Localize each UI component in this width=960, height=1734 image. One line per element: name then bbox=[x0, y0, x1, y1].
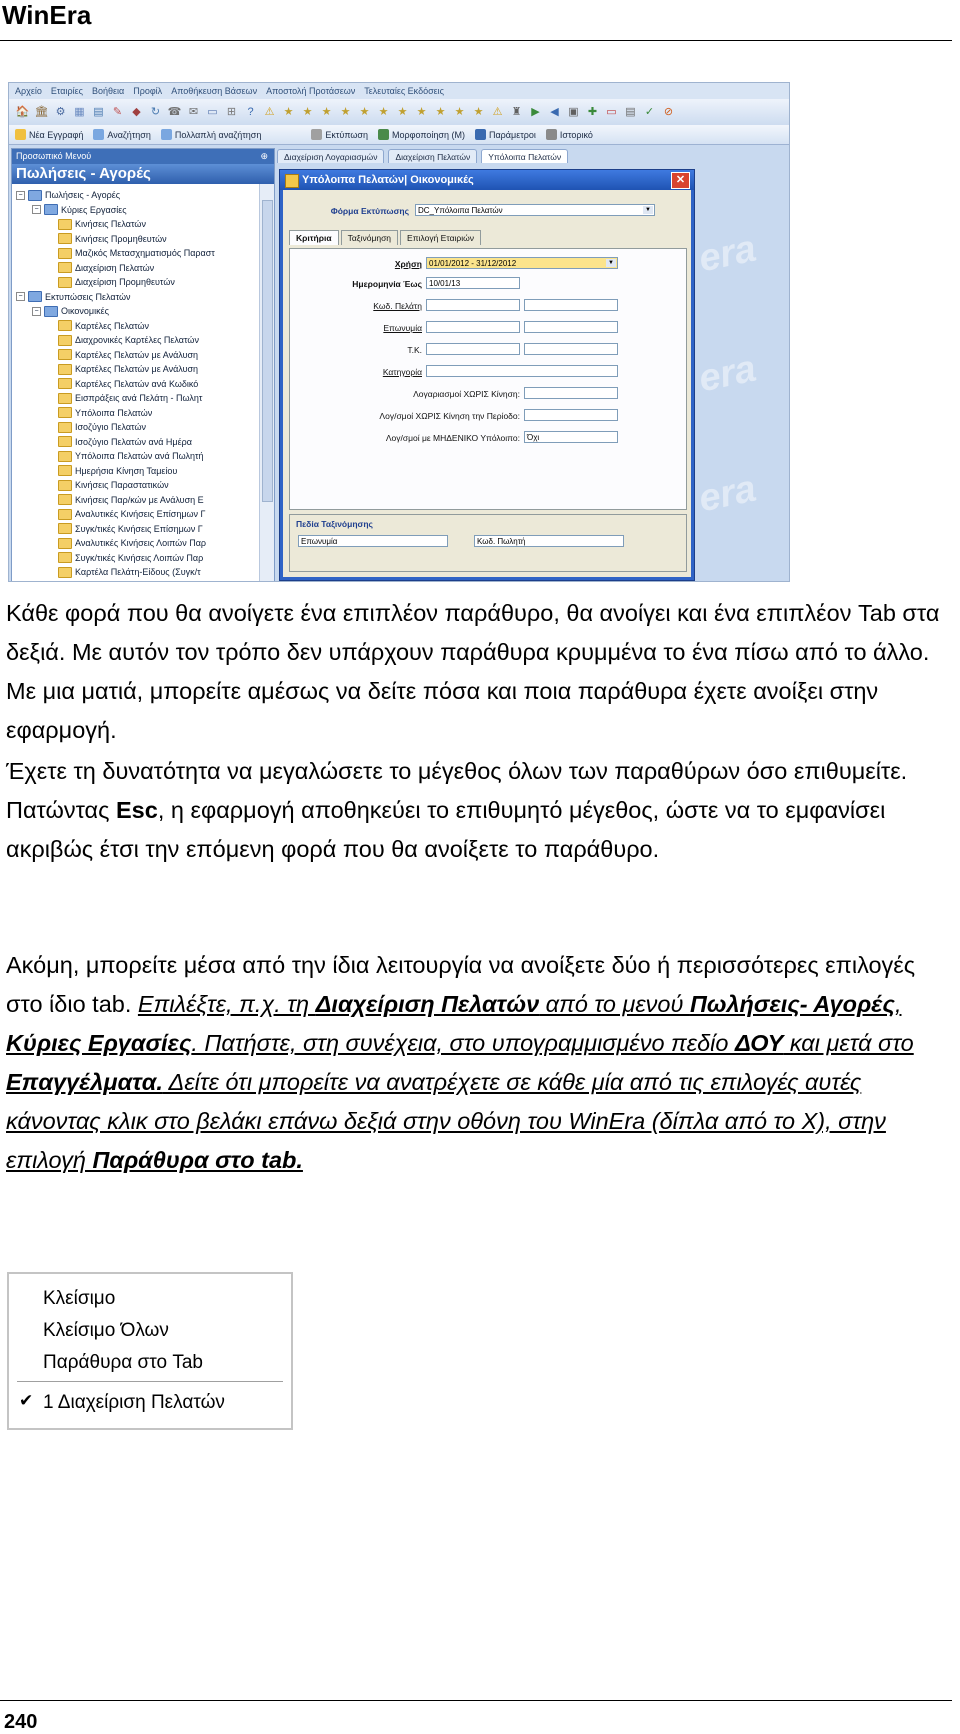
p3-italic: και μετά στο bbox=[783, 1030, 914, 1056]
tree-item-label: Εισπράξεις ανά Πελάτη - Πωλητ bbox=[75, 393, 203, 403]
folder-icon bbox=[28, 190, 42, 201]
tree-item[interactable] bbox=[12, 188, 274, 203]
p3-italic: Επιλέξτε, π.χ. τη bbox=[137, 991, 316, 1017]
app-menubar bbox=[9, 83, 789, 99]
toolbar-icon[interactable]: ★ bbox=[454, 105, 465, 118]
toolbar-icon[interactable]: ✓ bbox=[644, 105, 655, 118]
new-record-label: Νέα Εγγραφή bbox=[29, 129, 84, 140]
tree-item[interactable] bbox=[12, 319, 274, 334]
print-label: Εκτύπωση bbox=[325, 129, 368, 140]
folder-icon bbox=[44, 306, 58, 317]
toolbar-icon[interactable]: ⊘ bbox=[663, 105, 674, 118]
page-number: 240 bbox=[4, 1711, 38, 1733]
toolbar-icon[interactable]: ↻ bbox=[150, 105, 161, 118]
folder-icon bbox=[58, 436, 72, 447]
toolbar-icon[interactable]: ◀ bbox=[550, 105, 559, 118]
folder-icon bbox=[58, 262, 72, 273]
category-label: Κατηγορία bbox=[382, 367, 422, 377]
tree-item-label: Κινήσεις Παραστατικών bbox=[75, 480, 169, 490]
toolbar-icon[interactable]: ★ bbox=[302, 105, 313, 118]
folder-icon bbox=[44, 204, 58, 215]
dialog-tab[interactable]: Επιλογή Εταιριών bbox=[400, 230, 481, 245]
multi-search-icon bbox=[161, 129, 172, 140]
tree-item-label: Οικονομικές bbox=[61, 306, 109, 316]
personal-menu-sidebar bbox=[11, 148, 275, 582]
sort-field-2[interactable]: Κωδ. Πωλητή bbox=[474, 535, 624, 547]
print-button[interactable] bbox=[311, 129, 368, 140]
params-icon bbox=[475, 129, 486, 140]
format-icon bbox=[378, 129, 389, 140]
tree-item-label: Κύριες Εργασίες bbox=[61, 204, 127, 215]
multi-search-button[interactable] bbox=[161, 129, 261, 140]
watermark: era bbox=[695, 467, 760, 521]
no-move-period-label: Λογ/σμοί ΧΩΡΙΣ Κίνηση την Περίοδο: bbox=[379, 411, 520, 421]
toolbar-icon[interactable]: ★ bbox=[340, 105, 351, 118]
criteria-panel bbox=[289, 248, 687, 510]
tree-item-label: Πωλήσεις - Αγορές bbox=[45, 190, 121, 200]
tree-item[interactable] bbox=[12, 449, 274, 464]
menubar-item[interactable]: Εταιρίες bbox=[50, 86, 83, 96]
tree-item[interactable] bbox=[12, 348, 274, 363]
tree-item[interactable] bbox=[12, 362, 274, 377]
tree-item-label: Διαχείριση Πελατών bbox=[75, 262, 155, 273]
folder-icon bbox=[58, 509, 72, 520]
new-icon bbox=[15, 129, 26, 140]
tk-to[interactable] bbox=[524, 343, 618, 355]
toolbar-icon[interactable]: ⚙ bbox=[55, 105, 66, 118]
menu-separator bbox=[17, 1381, 283, 1383]
zero-balance-label: Λογ/σμοί με ΜΗΔΕΝΙΚΟ Υπόλοιπο: bbox=[385, 433, 520, 443]
tree-item[interactable] bbox=[12, 217, 274, 232]
p3-italic: Δείτε ότι μπορείτε να ανατρέχετε σε κάθε μία από τις επιλογές αυτές κάνοντας κλικ στο βελάκι επάνω δεξιά στην οθόνη του WinEra (δίπλα από το Χ), στην επιλογή bbox=[6, 1069, 886, 1173]
category-input[interactable] bbox=[426, 365, 618, 377]
search-icon bbox=[93, 129, 104, 140]
tree-item[interactable] bbox=[12, 478, 274, 493]
toolbar-icon[interactable]: ▦ bbox=[74, 105, 85, 118]
paragraph-2 bbox=[6, 752, 950, 869]
p2-text: , η εφαρμογή αποθηκεύει το επιθυμητό μέγεθος, ώστε να το εμφανίσει ακριβώς έτσι την επόμενη φορά που θα ανοίξετε το παράθυρο. bbox=[6, 797, 886, 862]
toolbar-icon[interactable]: ▶ bbox=[531, 105, 540, 118]
customer-code-to[interactable] bbox=[524, 299, 618, 311]
tk-from[interactable] bbox=[426, 343, 520, 355]
toolbar-icon[interactable]: ? bbox=[247, 105, 254, 118]
menubar-item[interactable]: Αποθήκευση Βάσεων bbox=[171, 86, 258, 96]
checkmark-icon: ✔ bbox=[19, 1391, 34, 1410]
tree-item[interactable] bbox=[12, 507, 274, 522]
collapse-icon[interactable]: − bbox=[32, 205, 41, 214]
menubar-item[interactable]: Αποστολή Προτάσεων bbox=[266, 86, 356, 96]
toolbar-icon[interactable]: ★ bbox=[283, 105, 294, 118]
params-button[interactable] bbox=[475, 129, 536, 140]
chevron-down-icon: ▼ bbox=[643, 206, 653, 214]
period-value: 01/01/2012 - 31/12/2012 bbox=[429, 259, 517, 268]
no-move-period-input[interactable] bbox=[524, 409, 618, 421]
collapse-icon[interactable]: − bbox=[16, 191, 25, 200]
window-icon bbox=[285, 174, 299, 188]
watermark: era bbox=[695, 227, 760, 281]
folder-icon bbox=[58, 248, 72, 259]
tree-item-label: Μαζικός Μετασχηματισμός Παραστ bbox=[75, 248, 215, 258]
p3-bold: ΔΟΥ bbox=[735, 1030, 784, 1056]
params-label: Παράμετροι bbox=[488, 129, 536, 140]
dialog-title: Υπόλοιπα Πελατών| Οικονομικές bbox=[302, 174, 474, 186]
folder-icon bbox=[58, 538, 72, 549]
tree-item-label: Αναλυτικές Κινήσεις Επίσημων Γ bbox=[75, 509, 206, 519]
print-form-label: Φόρμα Εκτύπωσης bbox=[330, 206, 409, 216]
name-from[interactable] bbox=[426, 321, 520, 333]
tree-item-label: Κινήσεις Πελατών bbox=[75, 219, 146, 229]
tree-item[interactable] bbox=[12, 304, 274, 319]
menu-item-windows-in-tab[interactable]: Παράθυρα στο Tab bbox=[43, 1352, 203, 1373]
toolbar-icon[interactable]: ★ bbox=[397, 105, 408, 118]
scroll-thumb[interactable] bbox=[262, 200, 273, 502]
tree-item[interactable] bbox=[12, 261, 274, 276]
menu-tree bbox=[12, 184, 274, 580]
tree-item[interactable] bbox=[12, 246, 274, 261]
toolbar-icon[interactable]: 🏠 bbox=[15, 105, 30, 118]
multi-search-label: Πολλαπλή αναζήτηση bbox=[174, 129, 262, 140]
format-label: Μορφοποίηση (M) bbox=[392, 129, 465, 140]
p3-italic: . Πατήστε, στη συνέχεια, στο υπογραμμισμένο πεδίο bbox=[191, 1030, 735, 1056]
menubar-item[interactable]: Βοήθεια bbox=[91, 86, 125, 96]
menubar-item[interactable]: Προφίλ bbox=[133, 86, 163, 96]
tree-item-label: Υπόλοιπα Πελατών bbox=[75, 407, 153, 418]
period-label: Χρήση bbox=[394, 259, 422, 269]
sidebar-scrollbar[interactable] bbox=[259, 184, 274, 582]
tree-item[interactable] bbox=[12, 536, 274, 551]
folder-icon bbox=[58, 451, 72, 462]
tree-item[interactable] bbox=[12, 203, 274, 218]
paragraph-3 bbox=[6, 946, 950, 1180]
tree-item[interactable] bbox=[12, 464, 274, 479]
customer-code-label: Κωδ. Πελάτη bbox=[373, 301, 422, 311]
chevron-down-icon: ▼ bbox=[606, 259, 616, 267]
date-input[interactable]: 10/01/13 bbox=[426, 277, 520, 289]
menubar-item[interactable]: Τελευταίες Εκδόσεις bbox=[364, 86, 444, 96]
folder-icon bbox=[58, 407, 72, 418]
toolbar-icon[interactable]: ★ bbox=[359, 105, 370, 118]
tree-item[interactable] bbox=[12, 551, 274, 566]
tree-item-label: Ισοζύγιο Πελατών bbox=[75, 422, 146, 432]
tree-item[interactable] bbox=[12, 420, 274, 435]
customer-balances-dialog bbox=[279, 169, 695, 581]
search-button[interactable] bbox=[93, 129, 150, 140]
p3-bold: Διαχείριση Πελατών bbox=[315, 991, 540, 1017]
tree-item[interactable] bbox=[12, 333, 274, 348]
toolbar-icon[interactable]: ✎ bbox=[112, 105, 123, 118]
watermark: era bbox=[695, 347, 760, 401]
app-action-toolbar bbox=[9, 125, 789, 145]
history-label: Ιστορικό bbox=[559, 129, 593, 140]
dialog-tab[interactable]: Ταξινόμηση bbox=[341, 230, 398, 245]
window-tab[interactable]: Υπόλοιπα Πελατών bbox=[481, 149, 568, 163]
toolbar-icon[interactable]: ⚠ bbox=[492, 105, 503, 118]
toolbar-icon[interactable]: ✉ bbox=[188, 105, 199, 118]
p3-bold: Κύριες Εργασίες bbox=[6, 1030, 192, 1056]
p3-bold: Παράθυρα στο tab. bbox=[92, 1147, 303, 1173]
folder-icon bbox=[58, 567, 72, 578]
p2-esc: Esc bbox=[116, 797, 158, 823]
folder-icon bbox=[58, 219, 72, 230]
p3-italic: από το μενού bbox=[539, 991, 690, 1017]
folder-icon bbox=[58, 277, 72, 288]
paragraph-1: Κάθε φορά που θα ανοίγετε ένα επιπλέον παράθυρο, θα ανοίγει και ένα επιπλέον Tab στα δεξιά. Με αυτόν τον τρόπο δεν υπάρχουν παράθυρα κρυμμένα το ένα πίσω από το άλλο. Με μια ματιά, μπορείτε αμέσως να δείτε πόσα και ποια παράθυρα έχετε ανοίξει στην εφαρμογή. bbox=[6, 600, 940, 743]
p3-bold: Πωλήσεις- Αγορές bbox=[689, 991, 895, 1017]
tree-item[interactable] bbox=[12, 493, 274, 508]
toolbar-icon[interactable]: ⚠ bbox=[264, 105, 275, 118]
p2-text: Έχετε τη δυνατότητα να μεγαλώσετε το μέγεθος όλων των παραθύρων όσο επιθυμείτε. Πατώντας bbox=[6, 758, 908, 823]
sort-fields-box bbox=[289, 514, 687, 572]
toolbar-icon[interactable]: ★ bbox=[321, 105, 332, 118]
page-header bbox=[0, 0, 952, 41]
folder-icon bbox=[58, 422, 72, 433]
sidebar-title: Πωλήσεις - Αγορές bbox=[12, 164, 274, 184]
collapse-icon[interactable]: − bbox=[32, 307, 41, 316]
toolbar-icon[interactable]: ▭ bbox=[606, 105, 617, 118]
tree-item[interactable] bbox=[12, 522, 274, 537]
toolbar-icon[interactable]: 🏛 bbox=[34, 105, 49, 118]
folder-icon bbox=[28, 291, 42, 302]
close-button[interactable]: ✕ bbox=[671, 172, 690, 189]
format-button[interactable] bbox=[378, 129, 465, 140]
no-move-label: Λογαριασμοί ΧΩΡΙΣ Κίνηση: bbox=[413, 389, 520, 399]
window-tab[interactable]: Διαχείριση Λογαριασμών bbox=[277, 149, 384, 163]
tree-item[interactable] bbox=[12, 377, 274, 392]
menu-item-close[interactable]: Κλείσιμο bbox=[43, 1288, 116, 1309]
name-to[interactable] bbox=[524, 321, 618, 333]
tree-item[interactable] bbox=[12, 290, 274, 305]
app-icon-toolbar bbox=[9, 99, 789, 125]
folder-icon bbox=[58, 494, 72, 505]
name-label: Επωνυμία bbox=[383, 323, 422, 333]
p3-text: Ακόμη, μπορείτε μέσα από την ίδια λειτουργία να ανοίξετε δύο ή περισσότερες επιλογές στο ίδιο tab. bbox=[6, 952, 916, 1017]
p3-italic: , bbox=[894, 991, 902, 1017]
folder-icon bbox=[58, 349, 72, 360]
dialog-title-bar bbox=[280, 170, 694, 190]
toolbar-icon[interactable]: ▭ bbox=[207, 105, 218, 118]
tab-context-menu bbox=[7, 1272, 293, 1430]
history-icon bbox=[546, 129, 557, 140]
toolbar-icon[interactable]: ▣ bbox=[568, 105, 579, 118]
tree-item-label: Συγκ/τικές Κινήσεις Λοιπών Παρ bbox=[75, 552, 204, 563]
no-move-input[interactable] bbox=[524, 387, 618, 399]
toolbar-icon[interactable]: ♜ bbox=[511, 105, 522, 118]
zero-balance-input[interactable]: Όχι bbox=[524, 431, 618, 443]
sidebar-header-label: Προσωπικό Μενού bbox=[16, 151, 92, 161]
tree-item-label: Διαχρονικές Καρτέλες Πελατών bbox=[75, 335, 199, 345]
sidebar-header bbox=[12, 149, 274, 164]
dialog-tab[interactable]: Κριτήρια bbox=[289, 230, 339, 245]
menubar-item[interactable]: Αρχείο bbox=[15, 86, 42, 96]
tree-item-label: Εκτυπώσεις Πελατών bbox=[45, 291, 131, 302]
folder-icon bbox=[58, 378, 72, 389]
tree-item-label: Διαχείριση Προμηθευτών bbox=[75, 277, 175, 287]
collapse-icon[interactable]: − bbox=[16, 292, 25, 301]
toolbar-icon[interactable]: ★ bbox=[416, 105, 427, 118]
dialog-body bbox=[283, 190, 691, 577]
tk-label: Τ.Κ. bbox=[407, 345, 422, 355]
customer-code-from[interactable] bbox=[426, 299, 520, 311]
folder-icon bbox=[58, 393, 72, 404]
window-tab[interactable]: Διαχείριση Πελατών bbox=[388, 149, 477, 163]
tree-item-label: Κινήσεις Προμηθευτών bbox=[75, 233, 167, 244]
tree-item[interactable] bbox=[12, 406, 274, 421]
tree-item-label: Καρτέλα Πελάτη-Είδους (Συγκ/τ bbox=[75, 567, 201, 577]
tree-item-label: Καρτέλες Πελατών bbox=[75, 320, 150, 331]
folder-icon bbox=[58, 320, 72, 331]
toolbar-icon[interactable]: ★ bbox=[473, 105, 484, 118]
tree-item-label: Ισοζύγιο Πελατών ανά Ημέρα bbox=[75, 436, 192, 447]
menu-item-customer-management[interactable]: 1 Διαχείριση Πελατών bbox=[43, 1392, 225, 1413]
dialog-tabs bbox=[289, 230, 481, 245]
folder-icon bbox=[58, 364, 72, 375]
history-button[interactable] bbox=[546, 129, 593, 140]
folder-icon bbox=[58, 465, 72, 476]
tree-item-label: Συγκ/τικές Κινήσεις Επίσημων Γ bbox=[75, 523, 203, 534]
print-form-select[interactable] bbox=[415, 204, 655, 216]
printer-icon bbox=[311, 129, 322, 140]
header-title: WinEra bbox=[2, 0, 92, 30]
folder-icon bbox=[58, 233, 72, 244]
search-label: Αναζήτηση bbox=[107, 129, 151, 140]
folder-icon bbox=[58, 552, 72, 563]
tree-item-label: Ημερήσια Κίνηση Ταμείου bbox=[75, 465, 178, 476]
page-footer bbox=[0, 1700, 952, 1733]
folder-icon bbox=[58, 480, 72, 491]
toolbar-icon[interactable]: ☎ bbox=[167, 105, 182, 118]
tree-item-label: Αναλυτικές Κινήσεις Λοιπών Παρ bbox=[75, 538, 207, 548]
tree-item-label: Καρτέλες Πελατών με Ανάλυση bbox=[75, 364, 199, 374]
tree-item[interactable] bbox=[12, 275, 274, 290]
toolbar-icon[interactable]: ▤ bbox=[93, 105, 104, 118]
folder-icon bbox=[58, 335, 72, 346]
toolbar-icon[interactable]: ★ bbox=[378, 105, 389, 118]
tree-item-label: Καρτέλες Πελατών με Ανάλυση bbox=[75, 349, 199, 360]
app-screenshot bbox=[8, 82, 790, 582]
tree-item-label: Κινήσεις Παρ/κών με Ανάλυση Ε bbox=[75, 494, 204, 505]
toolbar-icon[interactable]: ◆ bbox=[132, 105, 141, 118]
print-form-value: DC_Υπόλοιπα Πελατών bbox=[418, 206, 503, 215]
tree-item-label: Καρτέλες Πελατών ανά Κωδικό bbox=[75, 378, 199, 389]
sort-field-1[interactable]: Επωνυμία bbox=[298, 535, 448, 547]
toolbar-icon[interactable]: ✚ bbox=[587, 105, 598, 118]
tree-item[interactable] bbox=[12, 565, 274, 580]
menu-item-close-all[interactable]: Κλείσιμο Όλων bbox=[43, 1320, 169, 1341]
pin-icon[interactable]: ⊕ bbox=[260, 151, 268, 161]
tree-item-label: Υπόλοιπα Πελατών ανά Πωλητή bbox=[75, 451, 204, 461]
window-tabs bbox=[277, 149, 568, 163]
tree-item[interactable] bbox=[12, 391, 274, 406]
date-label: Ημερομηνία Έως bbox=[352, 279, 422, 289]
tree-item[interactable] bbox=[12, 232, 274, 247]
p3-bold: Επαγγέλματα. bbox=[6, 1069, 163, 1095]
toolbar-icon[interactable]: ⊞ bbox=[226, 105, 237, 118]
tree-item[interactable] bbox=[12, 435, 274, 450]
new-record-button[interactable] bbox=[15, 129, 83, 140]
sort-title: Πεδία Ταξινόμησης bbox=[296, 519, 373, 529]
folder-icon bbox=[58, 523, 72, 534]
toolbar-icon[interactable]: ★ bbox=[435, 105, 446, 118]
period-select[interactable] bbox=[426, 257, 618, 269]
toolbar-icon[interactable]: ▤ bbox=[625, 105, 636, 118]
